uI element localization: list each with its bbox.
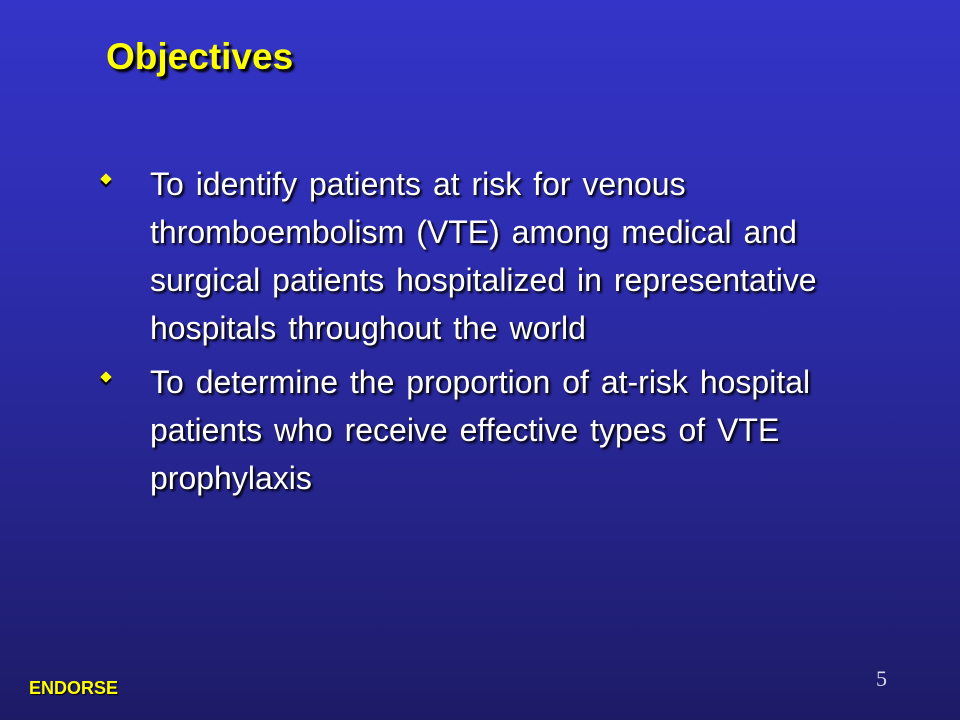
bullet-list: [96, 160, 916, 508]
diamond-bullet-icon: [100, 173, 111, 184]
list-item: [96, 160, 916, 352]
bullet-text: To identify patients at risk for venous thromboembolism (VTE) among medical and surgical patients hospitalized in representative hospitals throughout the world: [150, 166, 817, 346]
slide-title: Objectives: [106, 36, 294, 77]
list-item: [96, 358, 916, 502]
page-number: 5: [876, 666, 887, 691]
diamond-bullet-icon: [100, 371, 111, 382]
bullet-text: To determine the proportion of at-risk hospital patients who receive effective types of VTE prophylaxis: [150, 364, 811, 496]
footer-brand-label: ENDORSE: [29, 678, 119, 698]
